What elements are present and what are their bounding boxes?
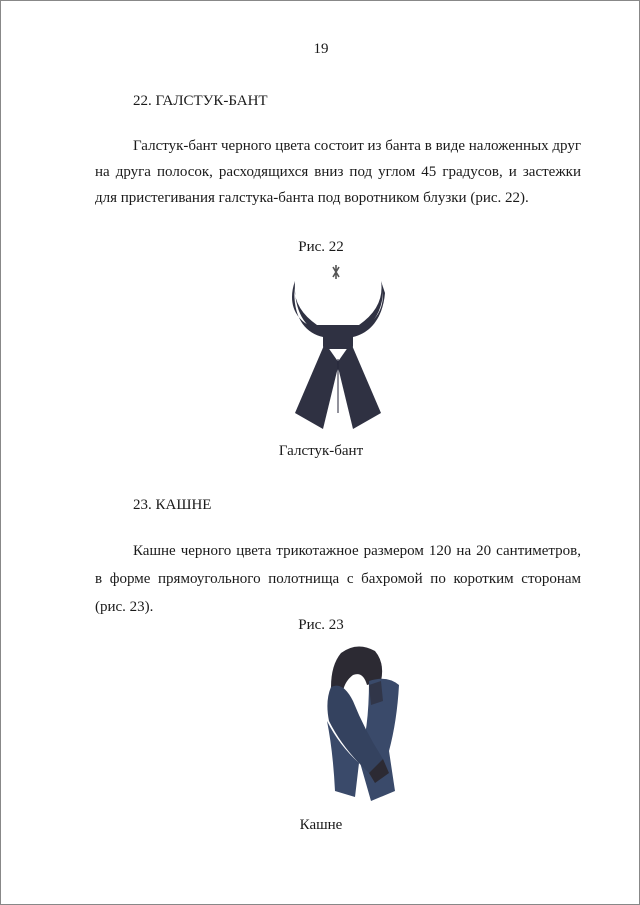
figure-22-label: Рис. 22 — [298, 239, 344, 255]
page-number: 19 — [313, 41, 329, 57]
tie-clasp-mark — [333, 265, 339, 279]
figure-23-caption: Кашне — [299, 817, 343, 833]
tie-right-tail — [337, 343, 381, 429]
tie-knot — [323, 327, 353, 349]
section-22-paragraph: Галстук-бант черного цвета состоит из банта в виде наложенных друг на друга полосок, расходящихся вниз под углом 45 градусов, и застежки для пристегивания галстука-банта под воротником блузки (рис. 22). — [95, 138, 581, 206]
figure-23-label: Рис. 23 — [298, 617, 344, 633]
bow-tie-illustration — [283, 263, 393, 433]
figure-22-caption: Галстук-бант — [278, 443, 364, 459]
section-23-heading: 23. КАШНЕ — [133, 497, 212, 513]
scarf-illustration — [313, 641, 405, 811]
section-22-heading: 22. ГАЛСТУК-БАНТ — [133, 93, 268, 109]
section-23-paragraph: Кашне черного цвета трикотажное размером 120 на 20 сантиметров, в форме прямоугольного полотнища с бахромой по коротким сторонам (рис. 23). — [95, 543, 581, 615]
tie-left-tail — [295, 343, 339, 429]
